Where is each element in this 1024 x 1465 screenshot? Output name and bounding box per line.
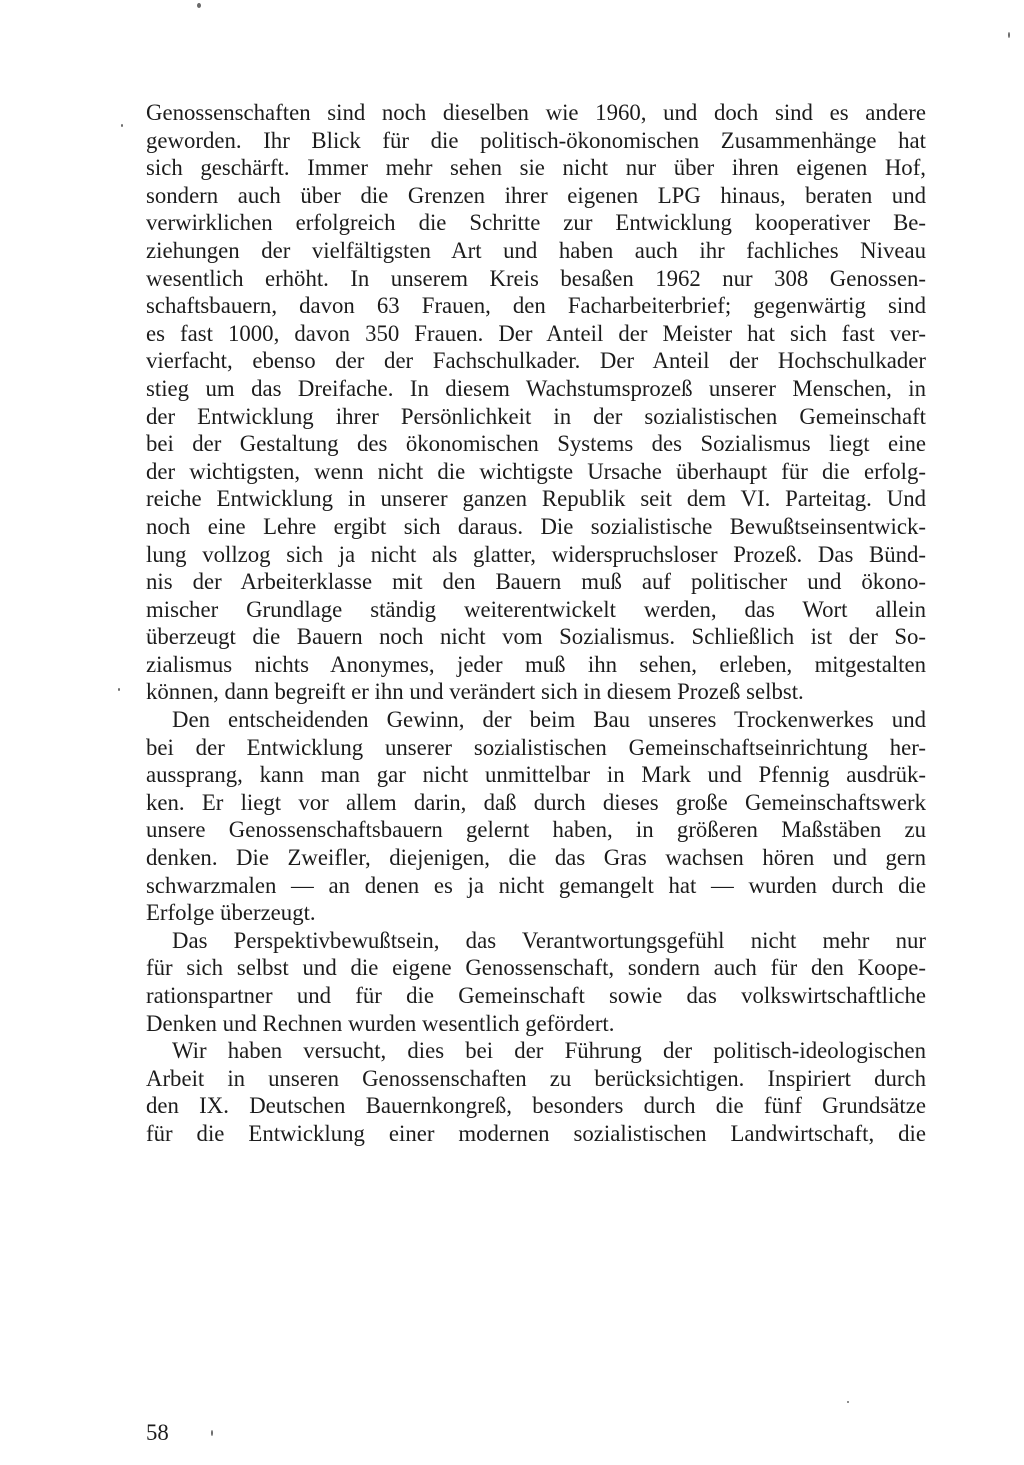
text-line: können, dann begreift er ihn und verändert sich in diesem Prozeß selbst. [146,679,804,705]
body-text [146,99,926,1148]
text-line: geworden. Ihr Blick für die politisch-ökonomischen Zusammenhänge hat [146,127,926,153]
text-line: Arbeit in unseren Genossenschaften zu berücksichtigen. Inspiriert durch [146,1065,926,1091]
text-line: der Entwicklung ihrer Persönlichkeit in der sozialistischen Gemeinschaft [146,403,926,429]
text-line: Den entscheidenden Gewinn, der beim Bau unseres Trockenwerkes und [172,707,926,733]
text-line: Wir haben versucht, dies bei der Führung der politisch-ideologischen [172,1038,926,1064]
text-line: überzeugt die Bauern noch nicht vom Sozialismus. Schließlich ist der So- [146,624,926,650]
text-line: den IX. Deutschen Bauernkongreß, besonders durch die fünf Grundsätze [146,1093,926,1119]
text-line: Denken und Rechnen wurden wesentlich gefördert. [146,1010,615,1036]
text-line: schwarzmalen — an denen es ja nicht gemangelt hat — wurden durch die [146,872,926,898]
text-line: Erfolge überzeugt. [146,900,316,926]
text-line: wesentlich erhöht. In unserem Kreis besaßen 1962 nur 308 Genossen- [146,265,926,291]
text-line: Das Perspektivbewußtsein, das Verantwortungsgefühl nicht mehr nur [172,927,926,953]
scan-speck [1008,32,1010,38]
text-line: zialismus nichts Anonymes, jeder muß ihn sehen, erleben, mitgestalten [146,651,926,677]
text-line: ken. Er liegt vor allem darin, daß durch dieses große Gemeinschaftswerk [146,789,926,815]
scan-speck [211,1430,213,1436]
text-line: nis der Arbeiterklasse mit den Bauern muß auf politischer und ökono- [146,569,926,595]
text-line: aussprang, kann man gar nicht unmittelbar in Mark und Pfennig ausdrük- [146,762,926,788]
text-line: bei der Entwicklung unserer sozialistischen Gemeinschaftseinrichtung her- [146,734,926,760]
text-line: reiche Entwicklung in unserer ganzen Republik seit dem VI. Parteitag. Und [146,486,926,512]
page-number: 58 [146,1420,169,1445]
text-line: noch eine Lehre ergibt sich daraus. Die sozialistische Bewußtseinsentwick- [146,513,926,539]
text-line: der wichtigsten, wenn nicht die wichtigste Ursache überhaupt für die erfolg- [146,458,926,484]
scan-speck [197,3,201,8]
text-line: ziehungen der vielfältigsten Art und haben auch ihr fachliches Niveau [146,237,926,263]
text-line: verwirklichen erfolgreich die Schritte zur Entwicklung kooperativer Be- [146,210,926,236]
text-line: für die Entwicklung einer modernen sozialistischen Landwirtschaft, die [146,1120,926,1146]
scan-speck [121,124,123,127]
text-line: unsere Genossenschaftsbauern gelernt haben, in größeren Maßstäben zu [146,817,926,843]
text-line: denken. Die Zweifler, diejenigen, die das Gras wachsen hören und gern [146,845,926,871]
text-line: für sich selbst und die eigene Genossenschaft, sondern auch für den Koope- [146,955,926,981]
text-line: vierfacht, ebenso der der Fachschulkader. Der Anteil der Hochschulkader [146,348,926,374]
text-line: Genossenschaften sind noch dieselben wie 1960, und doch sind es andere [146,100,926,125]
text-line: stieg um das Dreifache. In diesem Wachstumsprozeß unserer Menschen, in [146,375,926,401]
text-line: sondern auch über die Grenzen ihrer eigenen LPG hinaus, beraten und [146,182,926,208]
text-line: schaftsbauern, davon 63 Frauen, den Facharbeiterbrief; gegenwärtig sind [146,293,926,319]
scan-speck [847,1401,849,1403]
text-line: bei der Gestaltung des ökonomischen Systems des Sozialismus liegt eine [146,431,926,457]
text-line: mischer Grundlage ständig weiterentwickelt werden, das Wort allein [146,596,926,622]
text-line: es fast 1000, davon 350 Frauen. Der Anteil der Meister hat sich fast ver- [146,320,926,346]
text-line: lung vollzog sich ja nicht als glatter, widerspruchsloser Prozeß. Das Bünd- [146,541,926,567]
text-line: rationspartner und für die Gemeinschaft sowie das volkswirtschaftliche [146,983,926,1008]
text-line: sich geschärft. Immer mehr sehen sie nicht nur über ihren eigenen Hof, [146,155,926,181]
scan-speck [118,688,120,691]
